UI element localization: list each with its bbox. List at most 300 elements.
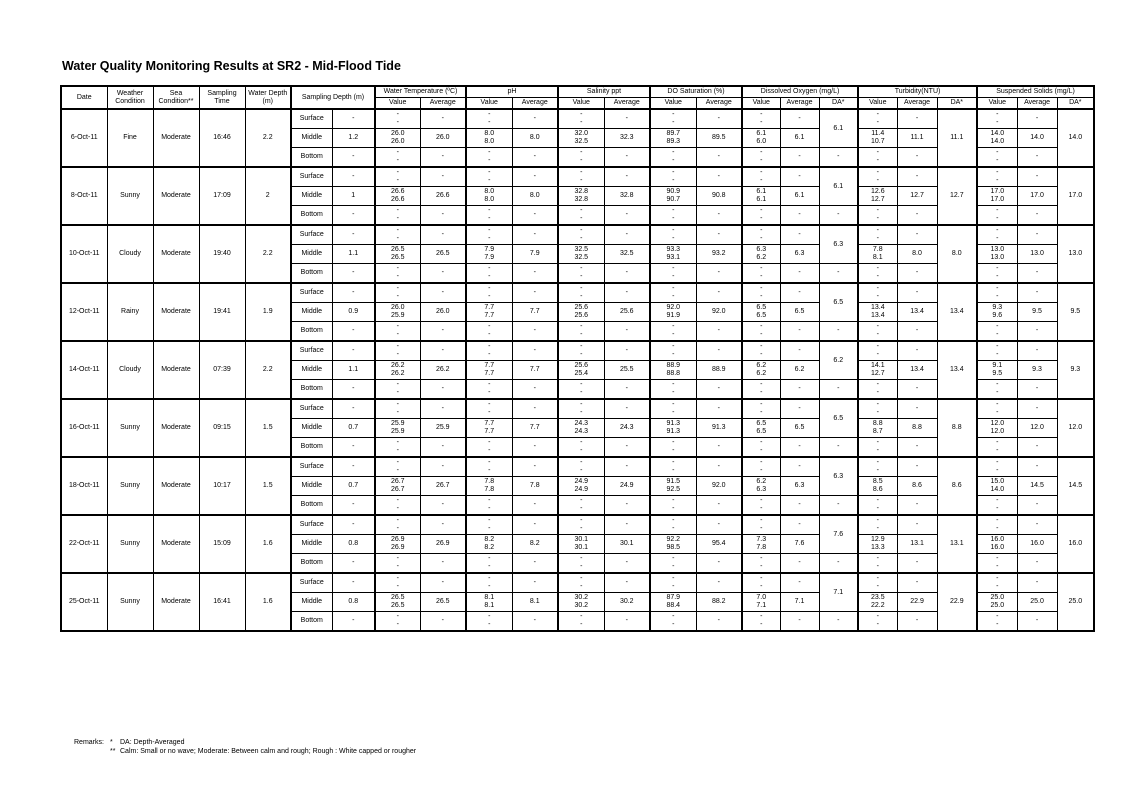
do-values: - - bbox=[742, 573, 780, 593]
do-sat-average: 92.0 bbox=[696, 303, 742, 322]
ss-average: - bbox=[1017, 496, 1057, 516]
cell-sea: Moderate bbox=[153, 341, 199, 399]
turb-da: 22.9 bbox=[937, 573, 977, 631]
do-values-2: 6.5 bbox=[756, 428, 767, 435]
turb-da: 11.1 bbox=[937, 109, 977, 167]
do-values: - - bbox=[742, 148, 780, 168]
temp-values bbox=[375, 129, 420, 148]
do-sat-average: 88.9 bbox=[696, 361, 742, 380]
cell-date: 6-Oct-11 bbox=[61, 109, 107, 167]
ph-values-1: 7.7 bbox=[484, 362, 495, 369]
turb-values-1: 12.6 bbox=[870, 188, 885, 195]
do-sat-values-1: 90.9 bbox=[666, 188, 681, 195]
ss-da: 25.0 bbox=[1057, 573, 1094, 631]
ph-average: - bbox=[512, 225, 558, 245]
salinity-average: - bbox=[604, 554, 650, 574]
ss-values: - - bbox=[977, 515, 1017, 535]
ss-values: - - bbox=[977, 438, 1017, 458]
do-da: 6.3 bbox=[819, 225, 858, 264]
remark-text: Calm: Small or no wave; Moderate: Between calm and rough; Rough : White capped or rougher bbox=[120, 748, 417, 755]
do-sat-average: - bbox=[696, 148, 742, 168]
cell-date: 22-Oct-11 bbox=[61, 515, 107, 573]
ss-values-2: 14.0 bbox=[990, 486, 1005, 493]
do-da: - bbox=[819, 612, 858, 632]
do-sat-values bbox=[650, 187, 696, 206]
turb-values: - - bbox=[858, 264, 897, 284]
salinity-average: 25.6 bbox=[604, 303, 650, 322]
salinity-values-2: 24.9 bbox=[574, 486, 589, 493]
do-values: - - bbox=[742, 399, 780, 419]
temp-values-1: 26.0 bbox=[390, 130, 405, 137]
ss-average: - bbox=[1017, 109, 1057, 129]
sub-value: Value bbox=[375, 98, 420, 110]
salinity-values-1: 24.9 bbox=[574, 478, 589, 485]
do-values-1: 7.3 bbox=[756, 536, 767, 543]
ss-values-2: 17.0 bbox=[990, 196, 1005, 203]
do-sat-values: - - bbox=[650, 573, 696, 593]
ss-average: - bbox=[1017, 554, 1057, 574]
turb-values-1: 11.4 bbox=[871, 130, 885, 137]
ph-values: - - bbox=[466, 264, 512, 284]
cell-weather: Rainy bbox=[107, 283, 153, 341]
ss-average: 13.0 bbox=[1017, 245, 1057, 264]
do-values bbox=[742, 477, 780, 496]
ph-values-1: 8.2 bbox=[484, 536, 495, 543]
turb-da: 12.7 bbox=[937, 167, 977, 225]
turb-values: - - bbox=[858, 109, 897, 129]
cell-depth: 2 bbox=[245, 167, 291, 225]
ss-values: - - bbox=[977, 496, 1017, 516]
ss-values-2: 12.0 bbox=[990, 428, 1005, 435]
ph-values-1: 8.0 bbox=[484, 130, 495, 137]
sub-value: Value bbox=[650, 98, 696, 110]
temp-average: - bbox=[420, 515, 466, 535]
ph-values: - - bbox=[466, 148, 512, 168]
do-da: - bbox=[819, 322, 858, 342]
ph-values-2: 8.1 bbox=[484, 602, 495, 609]
ph-values: - - bbox=[466, 206, 512, 226]
ss-values: - - bbox=[977, 322, 1017, 342]
ph-average: - bbox=[512, 264, 558, 284]
sub-da: DA* bbox=[937, 98, 977, 110]
do-sat-average: - bbox=[696, 457, 742, 477]
do-sat-average: - bbox=[696, 225, 742, 245]
do-sat-average: - bbox=[696, 573, 742, 593]
do-values-2: 6.1 bbox=[756, 196, 767, 203]
ph-average: - bbox=[512, 612, 558, 632]
salinity-average: 32.5 bbox=[604, 245, 650, 264]
cell-time: 09:15 bbox=[199, 399, 245, 457]
temp-average: - bbox=[420, 399, 466, 419]
ph-values: - - bbox=[466, 554, 512, 574]
salinity-values-1: 30.2 bbox=[574, 594, 589, 601]
do-sat-values: - - bbox=[650, 148, 696, 168]
turb-values bbox=[858, 187, 897, 206]
sub-average: Average bbox=[420, 98, 466, 110]
cell-sea: Moderate bbox=[153, 167, 199, 225]
salinity-values bbox=[558, 477, 604, 496]
do-sat-average: 89.5 bbox=[696, 129, 742, 148]
do-da: 7.1 bbox=[819, 573, 858, 612]
temp-average: - bbox=[420, 109, 466, 129]
temp-values: - - bbox=[375, 167, 420, 187]
turb-values: - - bbox=[858, 496, 897, 516]
ph-average: - bbox=[512, 283, 558, 303]
do-sat-values bbox=[650, 245, 696, 264]
level-label: Bottom bbox=[291, 380, 332, 400]
ph-values-2: 7.9 bbox=[484, 254, 495, 261]
do-sat-values-2: 90.7 bbox=[666, 196, 681, 203]
turb-average: - bbox=[897, 399, 937, 419]
do-average: 6.1 bbox=[780, 187, 819, 206]
do-average: - bbox=[780, 438, 819, 458]
ss-average: - bbox=[1017, 341, 1057, 361]
turb-average: - bbox=[897, 322, 937, 342]
do-sat-values: - - bbox=[650, 438, 696, 458]
ph-values-2: 7.7 bbox=[484, 370, 495, 377]
turb-da: 8.0 bbox=[937, 225, 977, 283]
do-sat-values: - - bbox=[650, 515, 696, 535]
salinity-average: 30.2 bbox=[604, 593, 650, 612]
turb-values bbox=[858, 245, 897, 264]
do-average: - bbox=[780, 399, 819, 419]
level-label: Middle bbox=[291, 419, 332, 438]
temp-values: - - bbox=[375, 283, 420, 303]
ph-average: 8.2 bbox=[512, 535, 558, 554]
temp-values-1: 26.2 bbox=[390, 362, 405, 369]
ph-average: - bbox=[512, 515, 558, 535]
ss-values: - - bbox=[977, 109, 1017, 129]
ph-values bbox=[466, 361, 512, 380]
table-row bbox=[61, 457, 1094, 477]
ph-average: - bbox=[512, 496, 558, 516]
salinity-average: - bbox=[604, 109, 650, 129]
do-sat-average: - bbox=[696, 322, 742, 342]
ss-values-1: 14.0 bbox=[990, 130, 1005, 137]
do-sat-values-1: 88.9 bbox=[666, 362, 681, 369]
do-values-1: 6.2 bbox=[756, 478, 767, 485]
turb-values-2: 10.7 bbox=[870, 138, 885, 145]
cell-level-depth: - bbox=[332, 457, 375, 477]
cell-level-depth: 0.8 bbox=[332, 535, 375, 554]
remark-line bbox=[74, 747, 416, 756]
ss-average: 16.0 bbox=[1017, 535, 1057, 554]
temp-average: 25.9 bbox=[420, 419, 466, 438]
do-sat-values bbox=[650, 129, 696, 148]
ph-values: - - bbox=[466, 341, 512, 361]
salinity-values bbox=[558, 361, 604, 380]
do-da: 6.5 bbox=[819, 283, 858, 322]
do-sat-values-1: 92.0 bbox=[666, 304, 681, 311]
ph-values bbox=[466, 245, 512, 264]
do-sat-average: - bbox=[696, 341, 742, 361]
do-values: - - bbox=[742, 264, 780, 284]
do-values-2: 6.2 bbox=[756, 254, 767, 261]
temp-values-2: 25.9 bbox=[390, 428, 405, 435]
temp-values-2: 26.0 bbox=[390, 138, 405, 145]
do-values-2: 7.8 bbox=[756, 544, 767, 551]
ss-values-2: 9.5 bbox=[992, 370, 1003, 377]
turb-average: - bbox=[897, 612, 937, 632]
do-sat-values-2: 92.5 bbox=[666, 486, 681, 493]
cell-sea: Moderate bbox=[153, 573, 199, 631]
temp-average: - bbox=[420, 554, 466, 574]
turb-average: 8.6 bbox=[897, 477, 937, 496]
ss-values bbox=[977, 593, 1017, 612]
do-average: - bbox=[780, 148, 819, 168]
temp-average: - bbox=[420, 148, 466, 168]
ph-values: - - bbox=[466, 380, 512, 400]
ss-values-1: 13.0 bbox=[990, 246, 1005, 253]
col-temp: Water Temperature (ºC) bbox=[375, 86, 466, 98]
ss-average: - bbox=[1017, 515, 1057, 535]
water-quality-table bbox=[60, 85, 1095, 632]
turb-average: - bbox=[897, 206, 937, 226]
do-sat-values-1: 92.2 bbox=[666, 536, 681, 543]
ss-values-1: 17.0 bbox=[990, 188, 1005, 195]
turb-values: - - bbox=[858, 438, 897, 458]
salinity-values-2: 32.5 bbox=[574, 138, 589, 145]
remark-mark: * bbox=[110, 739, 113, 746]
ss-da: 16.0 bbox=[1057, 515, 1094, 573]
ss-values: - - bbox=[977, 225, 1017, 245]
do-sat-values-2: 91.9 bbox=[666, 312, 681, 319]
turb-values-1: 14.1 bbox=[870, 362, 885, 369]
ss-values bbox=[977, 361, 1017, 380]
ss-values bbox=[977, 245, 1017, 264]
salinity-values-1: 30.1 bbox=[574, 536, 589, 543]
do-values-1: 6.1 bbox=[756, 130, 767, 137]
cell-date: 14-Oct-11 bbox=[61, 341, 107, 399]
ss-da: 14.0 bbox=[1057, 109, 1094, 167]
ss-average: - bbox=[1017, 264, 1057, 284]
salinity-values: - - bbox=[558, 612, 604, 632]
salinity-values: - - bbox=[558, 457, 604, 477]
turb-average: 8.0 bbox=[897, 245, 937, 264]
ph-values-1: 7.7 bbox=[484, 420, 495, 427]
temp-average: 26.6 bbox=[420, 187, 466, 206]
do-sat-values-2: 88.4 bbox=[666, 602, 681, 609]
ss-values-1: 16.0 bbox=[990, 536, 1005, 543]
temp-values-2: 26.6 bbox=[390, 196, 405, 203]
do-average: - bbox=[780, 380, 819, 400]
level-label: Bottom bbox=[291, 322, 332, 342]
turb-da: 8.8 bbox=[937, 399, 977, 457]
salinity-values bbox=[558, 593, 604, 612]
table-body bbox=[61, 109, 1094, 631]
do-values: - - bbox=[742, 554, 780, 574]
ph-values-1: 8.1 bbox=[484, 594, 495, 601]
cell-depth: 1.6 bbox=[245, 515, 291, 573]
temp-values: - - bbox=[375, 457, 420, 477]
cell-weather: Sunny bbox=[107, 399, 153, 457]
table-row bbox=[61, 573, 1094, 593]
turb-values bbox=[858, 419, 897, 438]
remarks-label: Remarks: bbox=[74, 739, 104, 746]
temp-values-1: 25.9 bbox=[390, 420, 405, 427]
do-values bbox=[742, 129, 780, 148]
salinity-values: - - bbox=[558, 322, 604, 342]
turb-average: - bbox=[897, 438, 937, 458]
ss-values bbox=[977, 535, 1017, 554]
salinity-values bbox=[558, 245, 604, 264]
ph-values bbox=[466, 303, 512, 322]
do-values bbox=[742, 593, 780, 612]
cell-sea: Moderate bbox=[153, 225, 199, 283]
do-sat-values-2: 98.5 bbox=[666, 544, 681, 551]
do-values: - - bbox=[742, 206, 780, 226]
ph-average: - bbox=[512, 380, 558, 400]
cell-level-depth: - bbox=[332, 515, 375, 535]
ss-values: - - bbox=[977, 206, 1017, 226]
do-values-1: 6.1 bbox=[756, 188, 767, 195]
ph-values-1: 8.0 bbox=[484, 188, 495, 195]
do-values-2: 7.1 bbox=[756, 602, 767, 609]
ph-average: - bbox=[512, 573, 558, 593]
turb-da: 13.1 bbox=[937, 515, 977, 573]
do-sat-values: - - bbox=[650, 109, 696, 129]
ph-values bbox=[466, 535, 512, 554]
level-label: Surface bbox=[291, 109, 332, 129]
salinity-values: - - bbox=[558, 438, 604, 458]
sub-average: Average bbox=[512, 98, 558, 110]
turb-values: - - bbox=[858, 399, 897, 419]
ph-values-1: 7.8 bbox=[484, 478, 495, 485]
do-sat-average: - bbox=[696, 554, 742, 574]
ph-average: 7.7 bbox=[512, 419, 558, 438]
do-average: 6.3 bbox=[780, 245, 819, 264]
turb-average: - bbox=[897, 148, 937, 168]
do-values: - - bbox=[742, 341, 780, 361]
ph-values-1: 7.7 bbox=[484, 304, 495, 311]
temp-average: 26.0 bbox=[420, 303, 466, 322]
turb-average: 13.4 bbox=[897, 303, 937, 322]
ph-values bbox=[466, 187, 512, 206]
cell-depth: 1.5 bbox=[245, 457, 291, 515]
salinity-average: - bbox=[604, 341, 650, 361]
turb-values bbox=[858, 303, 897, 322]
temp-values-2: 26.5 bbox=[390, 602, 405, 609]
turb-values bbox=[858, 535, 897, 554]
ph-values-2: 8.0 bbox=[484, 138, 495, 145]
cell-level-depth: - bbox=[332, 264, 375, 284]
cell-weather: Sunny bbox=[107, 515, 153, 573]
salinity-values-1: 25.6 bbox=[574, 362, 589, 369]
salinity-values-1: 32.8 bbox=[574, 188, 589, 195]
level-label: Middle bbox=[291, 303, 332, 322]
do-values bbox=[742, 245, 780, 264]
turb-values: - - bbox=[858, 341, 897, 361]
cell-level-depth: 1.1 bbox=[332, 245, 375, 264]
ph-values: - - bbox=[466, 167, 512, 187]
do-da: - bbox=[819, 206, 858, 226]
do-sat-average: - bbox=[696, 380, 742, 400]
temp-values-1: 26.7 bbox=[390, 478, 405, 485]
do-da: - bbox=[819, 438, 858, 458]
do-values: - - bbox=[742, 109, 780, 129]
sub-da: DA* bbox=[1057, 98, 1094, 110]
turb-values bbox=[858, 129, 897, 148]
ss-values bbox=[977, 303, 1017, 322]
cell-depth: 2.2 bbox=[245, 341, 291, 399]
level-label: Middle bbox=[291, 129, 332, 148]
cell-level-depth: - bbox=[332, 283, 375, 303]
do-sat-values: - - bbox=[650, 283, 696, 303]
cell-level-depth: - bbox=[332, 206, 375, 226]
do-sat-values: - - bbox=[650, 264, 696, 284]
do-average: - bbox=[780, 225, 819, 245]
ss-da: 9.5 bbox=[1057, 283, 1094, 341]
cell-depth: 2.2 bbox=[245, 225, 291, 283]
turb-values-2: 13.4 bbox=[870, 312, 885, 319]
cell-level-depth: - bbox=[332, 612, 375, 632]
ph-values-2: 8.0 bbox=[484, 196, 495, 203]
do-average: - bbox=[780, 167, 819, 187]
do-sat-values: - - bbox=[650, 380, 696, 400]
temp-values-1: 26.0 bbox=[390, 304, 405, 311]
turb-values-2: 22.2 bbox=[870, 602, 885, 609]
do-sat-values: - - bbox=[650, 554, 696, 574]
turb-values: - - bbox=[858, 554, 897, 574]
ss-values bbox=[977, 419, 1017, 438]
turb-average: - bbox=[897, 341, 937, 361]
turb-average: 12.7 bbox=[897, 187, 937, 206]
sub-value: Value bbox=[858, 98, 897, 110]
ss-values: - - bbox=[977, 148, 1017, 168]
do-sat-average: 93.2 bbox=[696, 245, 742, 264]
ss-values: - - bbox=[977, 399, 1017, 419]
turb-values-2: 8.1 bbox=[872, 254, 883, 261]
do-average: 7.6 bbox=[780, 535, 819, 554]
ss-values: - - bbox=[977, 457, 1017, 477]
remark-line bbox=[74, 738, 416, 747]
ph-values: - - bbox=[466, 322, 512, 342]
cell-level-depth: - bbox=[332, 554, 375, 574]
ph-average: - bbox=[512, 554, 558, 574]
turb-values bbox=[858, 361, 897, 380]
ph-average: - bbox=[512, 399, 558, 419]
table-header bbox=[61, 86, 1094, 109]
do-average: 6.2 bbox=[780, 361, 819, 380]
cell-level-depth: - bbox=[332, 573, 375, 593]
do-average: 6.1 bbox=[780, 129, 819, 148]
sub-value: Value bbox=[558, 98, 604, 110]
do-sat-values: - - bbox=[650, 322, 696, 342]
do-sat-values-1: 87.9 bbox=[666, 594, 681, 601]
temp-average: - bbox=[420, 264, 466, 284]
ph-values-2: 7.8 bbox=[484, 486, 495, 493]
cell-depth: 1.6 bbox=[245, 573, 291, 631]
ss-average: - bbox=[1017, 612, 1057, 632]
salinity-values: - - bbox=[558, 206, 604, 226]
turb-average: - bbox=[897, 515, 937, 535]
remark-text: DA: Depth-Averaged bbox=[120, 739, 185, 746]
salinity-values: - - bbox=[558, 283, 604, 303]
cell-level-depth: - bbox=[332, 341, 375, 361]
do-sat-average: - bbox=[696, 612, 742, 632]
remark-mark: ** bbox=[110, 748, 116, 755]
temp-values bbox=[375, 245, 420, 264]
do-sat-values: - - bbox=[650, 399, 696, 419]
salinity-values-2: 32.5 bbox=[574, 254, 589, 261]
level-label: Surface bbox=[291, 457, 332, 477]
salinity-average: 30.1 bbox=[604, 535, 650, 554]
do-da: - bbox=[819, 496, 858, 516]
ss-da: 9.3 bbox=[1057, 341, 1094, 399]
ph-values-1: 7.9 bbox=[484, 246, 495, 253]
temp-average: 26.2 bbox=[420, 361, 466, 380]
ph-values: - - bbox=[466, 496, 512, 516]
